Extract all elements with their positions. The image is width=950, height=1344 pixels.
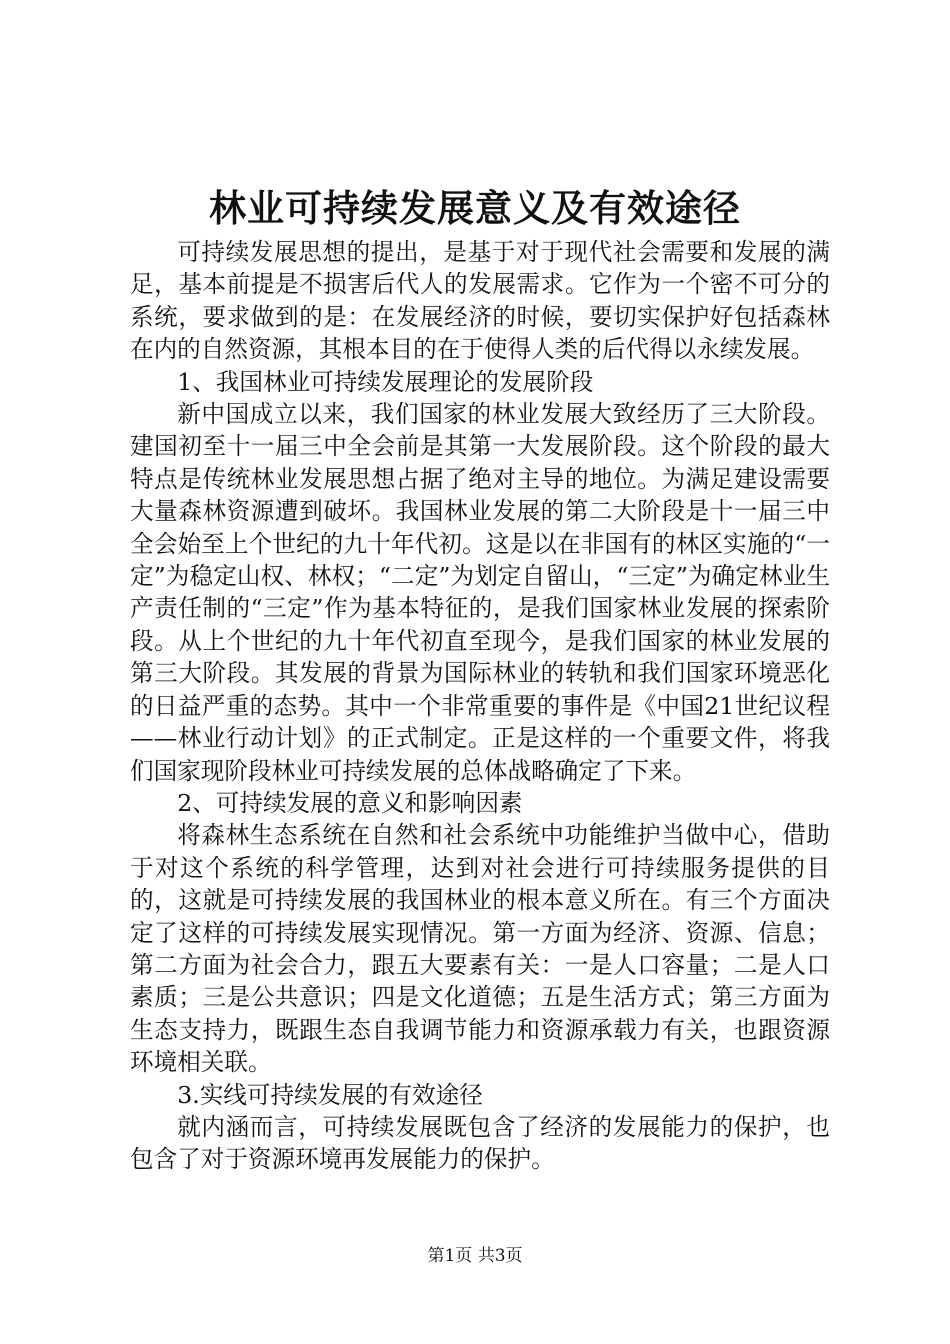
paragraph-section-1: 新中国成立以来，我们国家的林业发展大致经历了三大阶段。建国初至十一届三中全会前是其第一大发展阶段。这个阶段的最大特点是传统林业发展思想占据了绝对主导的地位。为满足建设需要大量森林资源遭到破坏。我国林业发展的第二大阶段是十一届三中全会始至上个世纪的九十年代初。这是以在非国有的林区实施的“一定”为稳定山权、林权；“二定”为划定自留山，“三定”为确定林业生产责任制的“三定”作为基本特征的，是我们国家林业发展的探索阶段。从上个世纪的九十年代初直至现今，是我们国家的林业发展的第三大阶段。其发展的背景为国际林业的转轨和我们国家环境恶化的日益严重的态势。其中一个非常重要的事件是《中国21世纪议程——林业行动计划》的正式制定。正是这样的一个重要文件，将我们国家现阶段林业可持续发展的总体战略确定了下来。	[130, 400, 830, 785]
paragraph-section-3: 就内涵而言，可持续发展既包含了经济的发展能力的保护，也包含了对于资源环境再发展能力的保护。	[130, 1112, 830, 1174]
section-heading-3: 3.实线可持续发展的有效途径	[177, 1080, 483, 1109]
section-heading-1: 1、我国林业可持续发展理论的发展阶段	[177, 367, 594, 396]
document-title: 林业可持续发展意义及有效途径	[209, 186, 741, 230]
paragraph-section-2: 将森林生态系统在自然和社会系统中功能维护当做中心，借助于对这个系统的科学管理，达到对社会进行可持续服务提供的目的，这就是可持续发展的我国林业的根本意义所在。有三个方面决定了这样的可持续发展实现情况。第一方面为经济、资源、信息；第二方面为社会合力，跟五大要素有关：一是人口容量；二是人口素质；三是公共意识；四是文化道德；五是生活方式；第三方面为生态支持力，既跟生态自我调节能力和资源承载力有关，也跟资源环境相关联。	[130, 821, 830, 1077]
section-heading-2: 2、可持续发展的意义和影响因素	[177, 788, 523, 817]
document-body	[130, 236, 830, 1176]
paragraph-intro: 可持续发展思想的提出，是基于对于现代社会需要和发展的满足，基本前提是不损害后代人的发展需求。它作为一个密不可分的系统，要求做到的是：在发展经济的时候，要切实保护好包括森林在内的自然资源，其根本目的在于使得人类的后代得以永续发展。	[130, 238, 830, 364]
page-footer: 第1页 共3页	[427, 1246, 523, 1266]
